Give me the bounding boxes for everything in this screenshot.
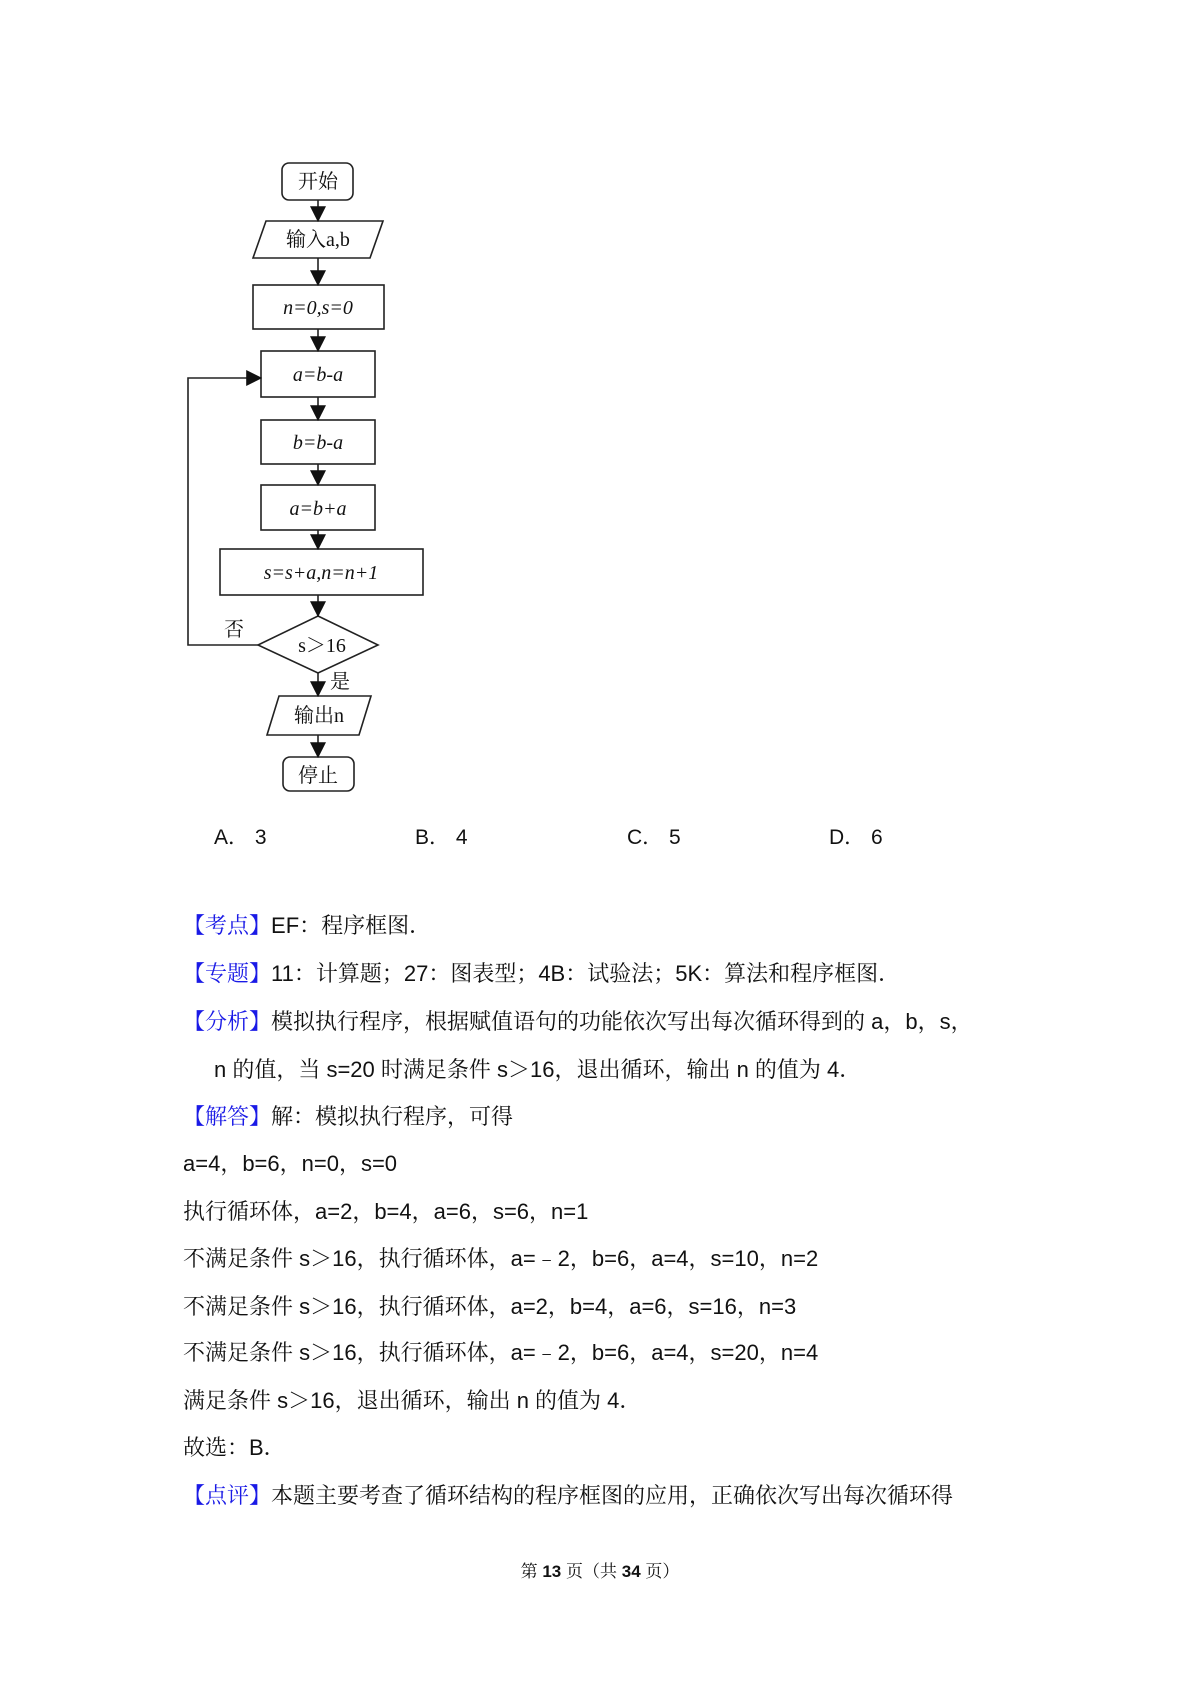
program-flowchart bbox=[0, 0, 1200, 820]
jieda-line bbox=[183, 1103, 513, 1131]
step1-label: a=b-a bbox=[292, 364, 344, 386]
zhuanti-text: 11：计算题；27：图表型；4B：试验法；5K：算法和程序框图． bbox=[271, 961, 901, 986]
solution-step: 执行循环体，a=2，b=4，a=6，s=6，n=1 bbox=[183, 1199, 589, 1224]
fenxi-tag: 【分析】 bbox=[183, 1009, 272, 1034]
stop-label: 停止 bbox=[298, 765, 338, 787]
step3-label: a=b+a bbox=[289, 498, 347, 520]
fenxi-line bbox=[183, 1008, 973, 1036]
flow-arrows bbox=[188, 200, 318, 755]
no-label: 否 bbox=[224, 619, 244, 641]
zhuanti-tag: 【专题】 bbox=[183, 961, 272, 986]
input-label: 输入a,b bbox=[286, 229, 350, 251]
page-number: 13 bbox=[542, 1562, 562, 1581]
init-label: n=0,s=0 bbox=[283, 297, 353, 319]
kaodian-line bbox=[183, 912, 431, 940]
solution-step: 不满足条件 s＞16，执行循环体，a=﹣2，b=6，a=4，s=20，n=4 bbox=[183, 1340, 819, 1365]
zhuanti-line bbox=[183, 960, 900, 988]
dianping-tag: 【点评】 bbox=[183, 1483, 272, 1508]
solution-step: 不满足条件 s＞16，执行循环体，a=2，b=4，a=6，s=16，n=3 bbox=[183, 1294, 797, 1319]
footer-suffix: 页） bbox=[645, 1562, 680, 1581]
condition-label: s＞16 bbox=[298, 635, 346, 657]
jieda-tag: 【解答】 bbox=[183, 1104, 272, 1129]
page-footer bbox=[0, 1557, 1200, 1582]
answer-line: 故选：B． bbox=[183, 1435, 286, 1460]
step2-label: b=b-a bbox=[292, 432, 344, 454]
choice-letter: D． bbox=[829, 826, 866, 849]
choice-c bbox=[627, 821, 681, 851]
choice-d bbox=[829, 821, 883, 851]
choice-value: 6 bbox=[871, 826, 883, 849]
choice-b bbox=[415, 821, 468, 851]
choice-a bbox=[214, 821, 267, 851]
start-label: 开始 bbox=[298, 171, 338, 193]
fenxi-continuation: n 的值，当 s=20 时满足条件 s＞16，退出循环，输出 n 的值为 4． bbox=[214, 1057, 862, 1082]
choice-letter: C． bbox=[627, 826, 664, 849]
solution-step: 满足条件 s＞16，退出循环，输出 n 的值为 4． bbox=[183, 1388, 642, 1413]
yes-label: 是 bbox=[330, 671, 350, 693]
jieda-text: 解：模拟执行程序，可得 bbox=[271, 1104, 514, 1129]
choice-value: 3 bbox=[254, 826, 267, 849]
solution-step: a=4，b=6，n=0，s=0 bbox=[183, 1151, 398, 1176]
footer-prefix: 第 bbox=[520, 1562, 538, 1581]
fenxi-text: 模拟执行程序，根据赋值语句的功能依次写出每次循环得到的 a，b，s， bbox=[271, 1009, 973, 1034]
dianping-text: 本题主要考查了循环结构的程序框图的应用，正确依次写出每次循环得 bbox=[271, 1483, 954, 1508]
kaodian-tag: 【考点】 bbox=[183, 913, 272, 938]
footer-mid: 页（共 bbox=[566, 1562, 617, 1581]
step4-label: s=s+a,n=n+1 bbox=[263, 562, 379, 584]
kaodian-text: EF：程序框图． bbox=[271, 913, 432, 938]
choice-value: 5 bbox=[669, 826, 681, 849]
dianping-line bbox=[183, 1482, 953, 1510]
total-pages: 34 bbox=[621, 1562, 641, 1581]
solution-step: 不满足条件 s＞16，执行循环体，a=﹣2，b=6，a=4，s=10，n=2 bbox=[183, 1246, 819, 1271]
choice-value: 4 bbox=[455, 826, 468, 849]
output-label: 输出n bbox=[294, 705, 344, 727]
choice-letter: A． bbox=[214, 826, 250, 849]
choice-letter: B． bbox=[415, 826, 451, 849]
